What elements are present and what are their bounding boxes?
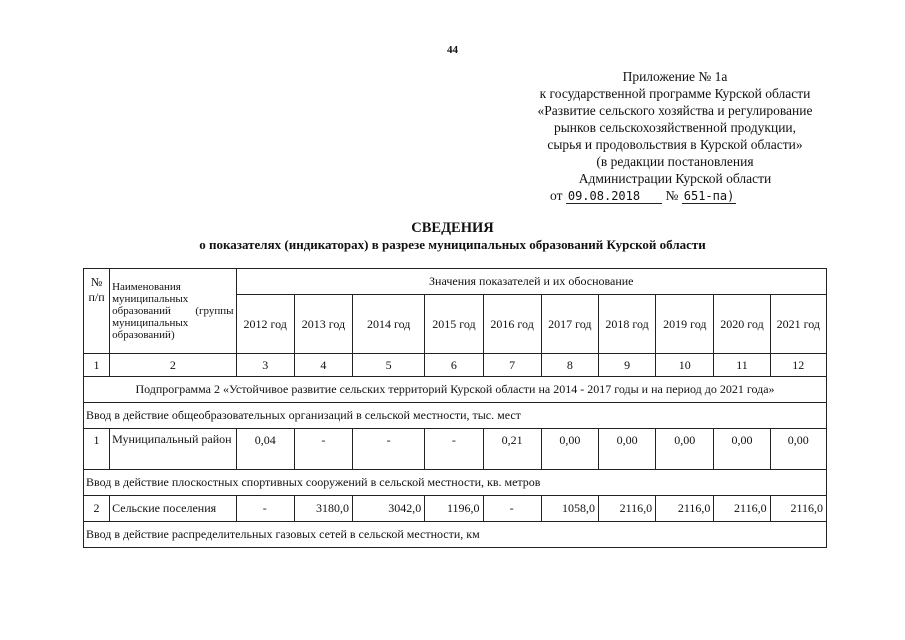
column-number: 8 — [541, 354, 598, 377]
row-name: Муниципальный район — [110, 429, 236, 470]
row-value: - — [353, 429, 425, 470]
section-heading: Ввод в действие распределительных газовых сетей в сельской местности, км — [84, 522, 827, 548]
row-value: 2116,0 — [598, 496, 655, 522]
row-value: 2116,0 — [656, 496, 714, 522]
row-value: 0,00 — [656, 429, 714, 470]
row-value: 3180,0 — [294, 496, 352, 522]
column-number: 6 — [425, 354, 483, 377]
header-year: 2015 год — [425, 295, 483, 354]
appendix-line: рынков сельскохозяйственной продукции, — [553, 120, 797, 135]
column-number: 3 — [236, 354, 294, 377]
resolution-date-line — [510, 187, 840, 205]
document-title: СВЕДЕНИЯ — [411, 220, 494, 236]
column-number: 4 — [294, 354, 352, 377]
header-year: 2016 год — [483, 295, 541, 354]
header-number: № п/п — [84, 269, 110, 354]
row-value: - — [425, 429, 483, 470]
section-heading: Ввод в действие общеобразовательных организаций в сельской местности, тыс. мест — [84, 403, 827, 429]
indicators-table — [83, 268, 827, 548]
page-number: 44 — [447, 44, 458, 56]
appendix-line: «Развитие сельского хозяйства и регулирование — [537, 103, 813, 118]
header-year: 2018 год — [598, 295, 655, 354]
row-value: 3042,0 — [353, 496, 425, 522]
row-value: 2116,0 — [714, 496, 770, 522]
subprogram-row: Подпрограмма 2 «Устойчивое развитие сельских территорий Курской области на 2014 - 2017 годы и на период до 2021 года» — [84, 377, 827, 403]
date-prefix: от — [550, 188, 563, 203]
appendix-line: Приложение № 1а — [622, 69, 728, 84]
row-value: 0,00 — [541, 429, 598, 470]
column-number: 7 — [483, 354, 541, 377]
appendix-line: к государственной программе Курской области — [539, 86, 811, 101]
header-year: 2020 год — [714, 295, 770, 354]
appendix-line: (в редакции постановления — [596, 154, 754, 169]
row-value: 0,21 — [483, 429, 541, 470]
header-year: 2014 год — [353, 295, 425, 354]
column-number: 2 — [110, 354, 236, 377]
row-value: 0,00 — [770, 429, 826, 470]
row-value: - — [294, 429, 352, 470]
appendix-line: сырья и продовольствия в Курской области» — [547, 137, 803, 152]
row-value: 1196,0 — [425, 496, 483, 522]
header-year: 2019 год — [656, 295, 714, 354]
appendix-block — [510, 68, 840, 205]
header-year: 2021 год — [770, 295, 826, 354]
header-year: 2012 год — [236, 295, 294, 354]
resolution-number: 651-па) — [683, 189, 735, 203]
header-year: 2013 год — [294, 295, 352, 354]
table-row — [84, 429, 827, 470]
row-number: 2 — [84, 496, 110, 522]
row-value: 2116,0 — [770, 496, 826, 522]
column-number: 10 — [656, 354, 714, 377]
row-value: 0,00 — [598, 429, 655, 470]
row-value: - — [236, 496, 294, 522]
document-subtitle: о показателях (индикаторах) в разрезе муниципальных образований Курской области — [199, 237, 706, 252]
section-heading: Ввод в действие плоскостных спортивных сооружений в сельской местности, кв. метров — [84, 470, 827, 496]
column-number: 9 — [598, 354, 655, 377]
row-value: 0,00 — [714, 429, 770, 470]
row-value: - — [483, 496, 541, 522]
column-number: 5 — [353, 354, 425, 377]
row-value: 1058,0 — [541, 496, 598, 522]
appendix-line: Администрации Курской области — [578, 171, 772, 186]
table-row — [84, 496, 827, 522]
header-values: Значения показателей и их обоснование — [236, 269, 826, 295]
column-number: 1 — [84, 354, 110, 377]
row-value: 0,04 — [236, 429, 294, 470]
column-number: 11 — [714, 354, 770, 377]
number-prefix: № — [665, 188, 679, 203]
header-year: 2017 год — [541, 295, 598, 354]
header-name: Наименования муниципальных образований (группы муниципальных образований) — [110, 269, 236, 354]
row-name: Сельские поселения — [110, 496, 236, 522]
resolution-date: 09.08.2018 — [566, 189, 662, 204]
row-number: 1 — [84, 429, 110, 470]
column-number: 12 — [770, 354, 826, 377]
